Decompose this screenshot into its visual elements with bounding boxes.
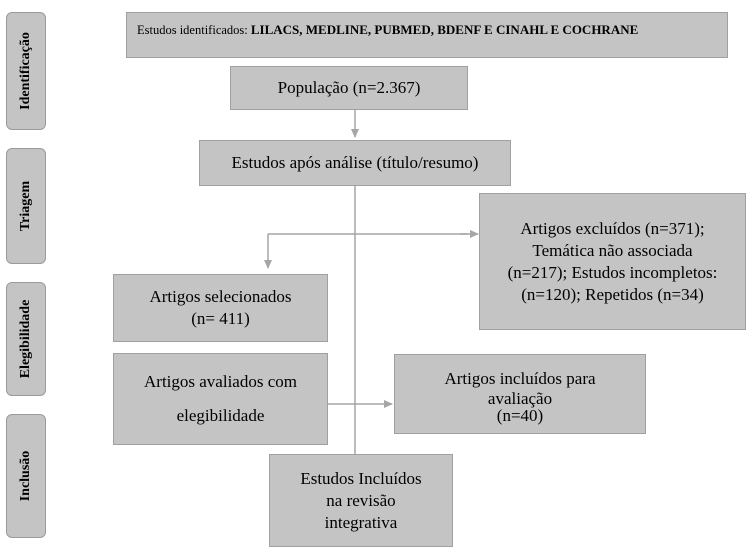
box-populacao xyxy=(230,66,468,110)
selecionados-line-1: Artigos selecionados xyxy=(149,287,292,306)
estudos-identificados-prefix: Estudos identificados: xyxy=(137,23,248,37)
box-artigos-incluidos-avaliacao xyxy=(394,354,646,434)
box-artigos-selecionados xyxy=(113,274,328,342)
apos-analise-text: Estudos após análise (título/resumo) xyxy=(231,153,479,172)
incluidos-avaliacao-line-3: (n=40) xyxy=(496,406,544,425)
phase-triagem-label: Triagem xyxy=(18,180,33,232)
incluidos-avaliacao-line-2: avaliação xyxy=(487,389,553,408)
box-estudos-incluidos-revisao xyxy=(269,454,453,547)
phase-elegibilidade-label: Elegibilidade xyxy=(18,299,33,379)
box-apos-analise xyxy=(199,140,511,186)
incluidos-avaliacao-line-1: Artigos incluídos para xyxy=(444,369,596,388)
avaliados-line-2: elegibilidade xyxy=(176,406,265,425)
excluidos-line-4: (n=120); Repetidos (n=34) xyxy=(521,284,704,304)
excluidos-line-3: (n=217); Estudos incompletos: xyxy=(507,262,718,282)
excluidos-line-2: Temática não associada xyxy=(532,240,693,260)
populacao-text: População (n=2.367) xyxy=(277,78,421,97)
selecionados-line-2: (n= 411) xyxy=(191,309,250,328)
phase-inclusao-label: Inclusão xyxy=(18,450,33,502)
box-artigos-excluidos xyxy=(479,193,746,330)
box-artigos-avaliados xyxy=(113,353,328,445)
box-estudos-identificados xyxy=(126,12,728,58)
avaliados-line-1: Artigos avaliados com xyxy=(144,372,297,391)
phase-identificacao-label: Identificação xyxy=(18,32,33,110)
incluidos-revisao-line-3: integrativa xyxy=(324,512,398,532)
incluidos-revisao-line-1: Estudos Incluídos xyxy=(300,468,422,488)
estudos-identificados-sources: LILACS, MEDLINE, PUBMED, BDENF E CINAHL E COCHRANE xyxy=(250,22,639,37)
excluidos-line-1: Artigos excluídos (n=371); xyxy=(520,218,705,238)
incluidos-revisao-line-2: na revisão xyxy=(326,490,396,510)
